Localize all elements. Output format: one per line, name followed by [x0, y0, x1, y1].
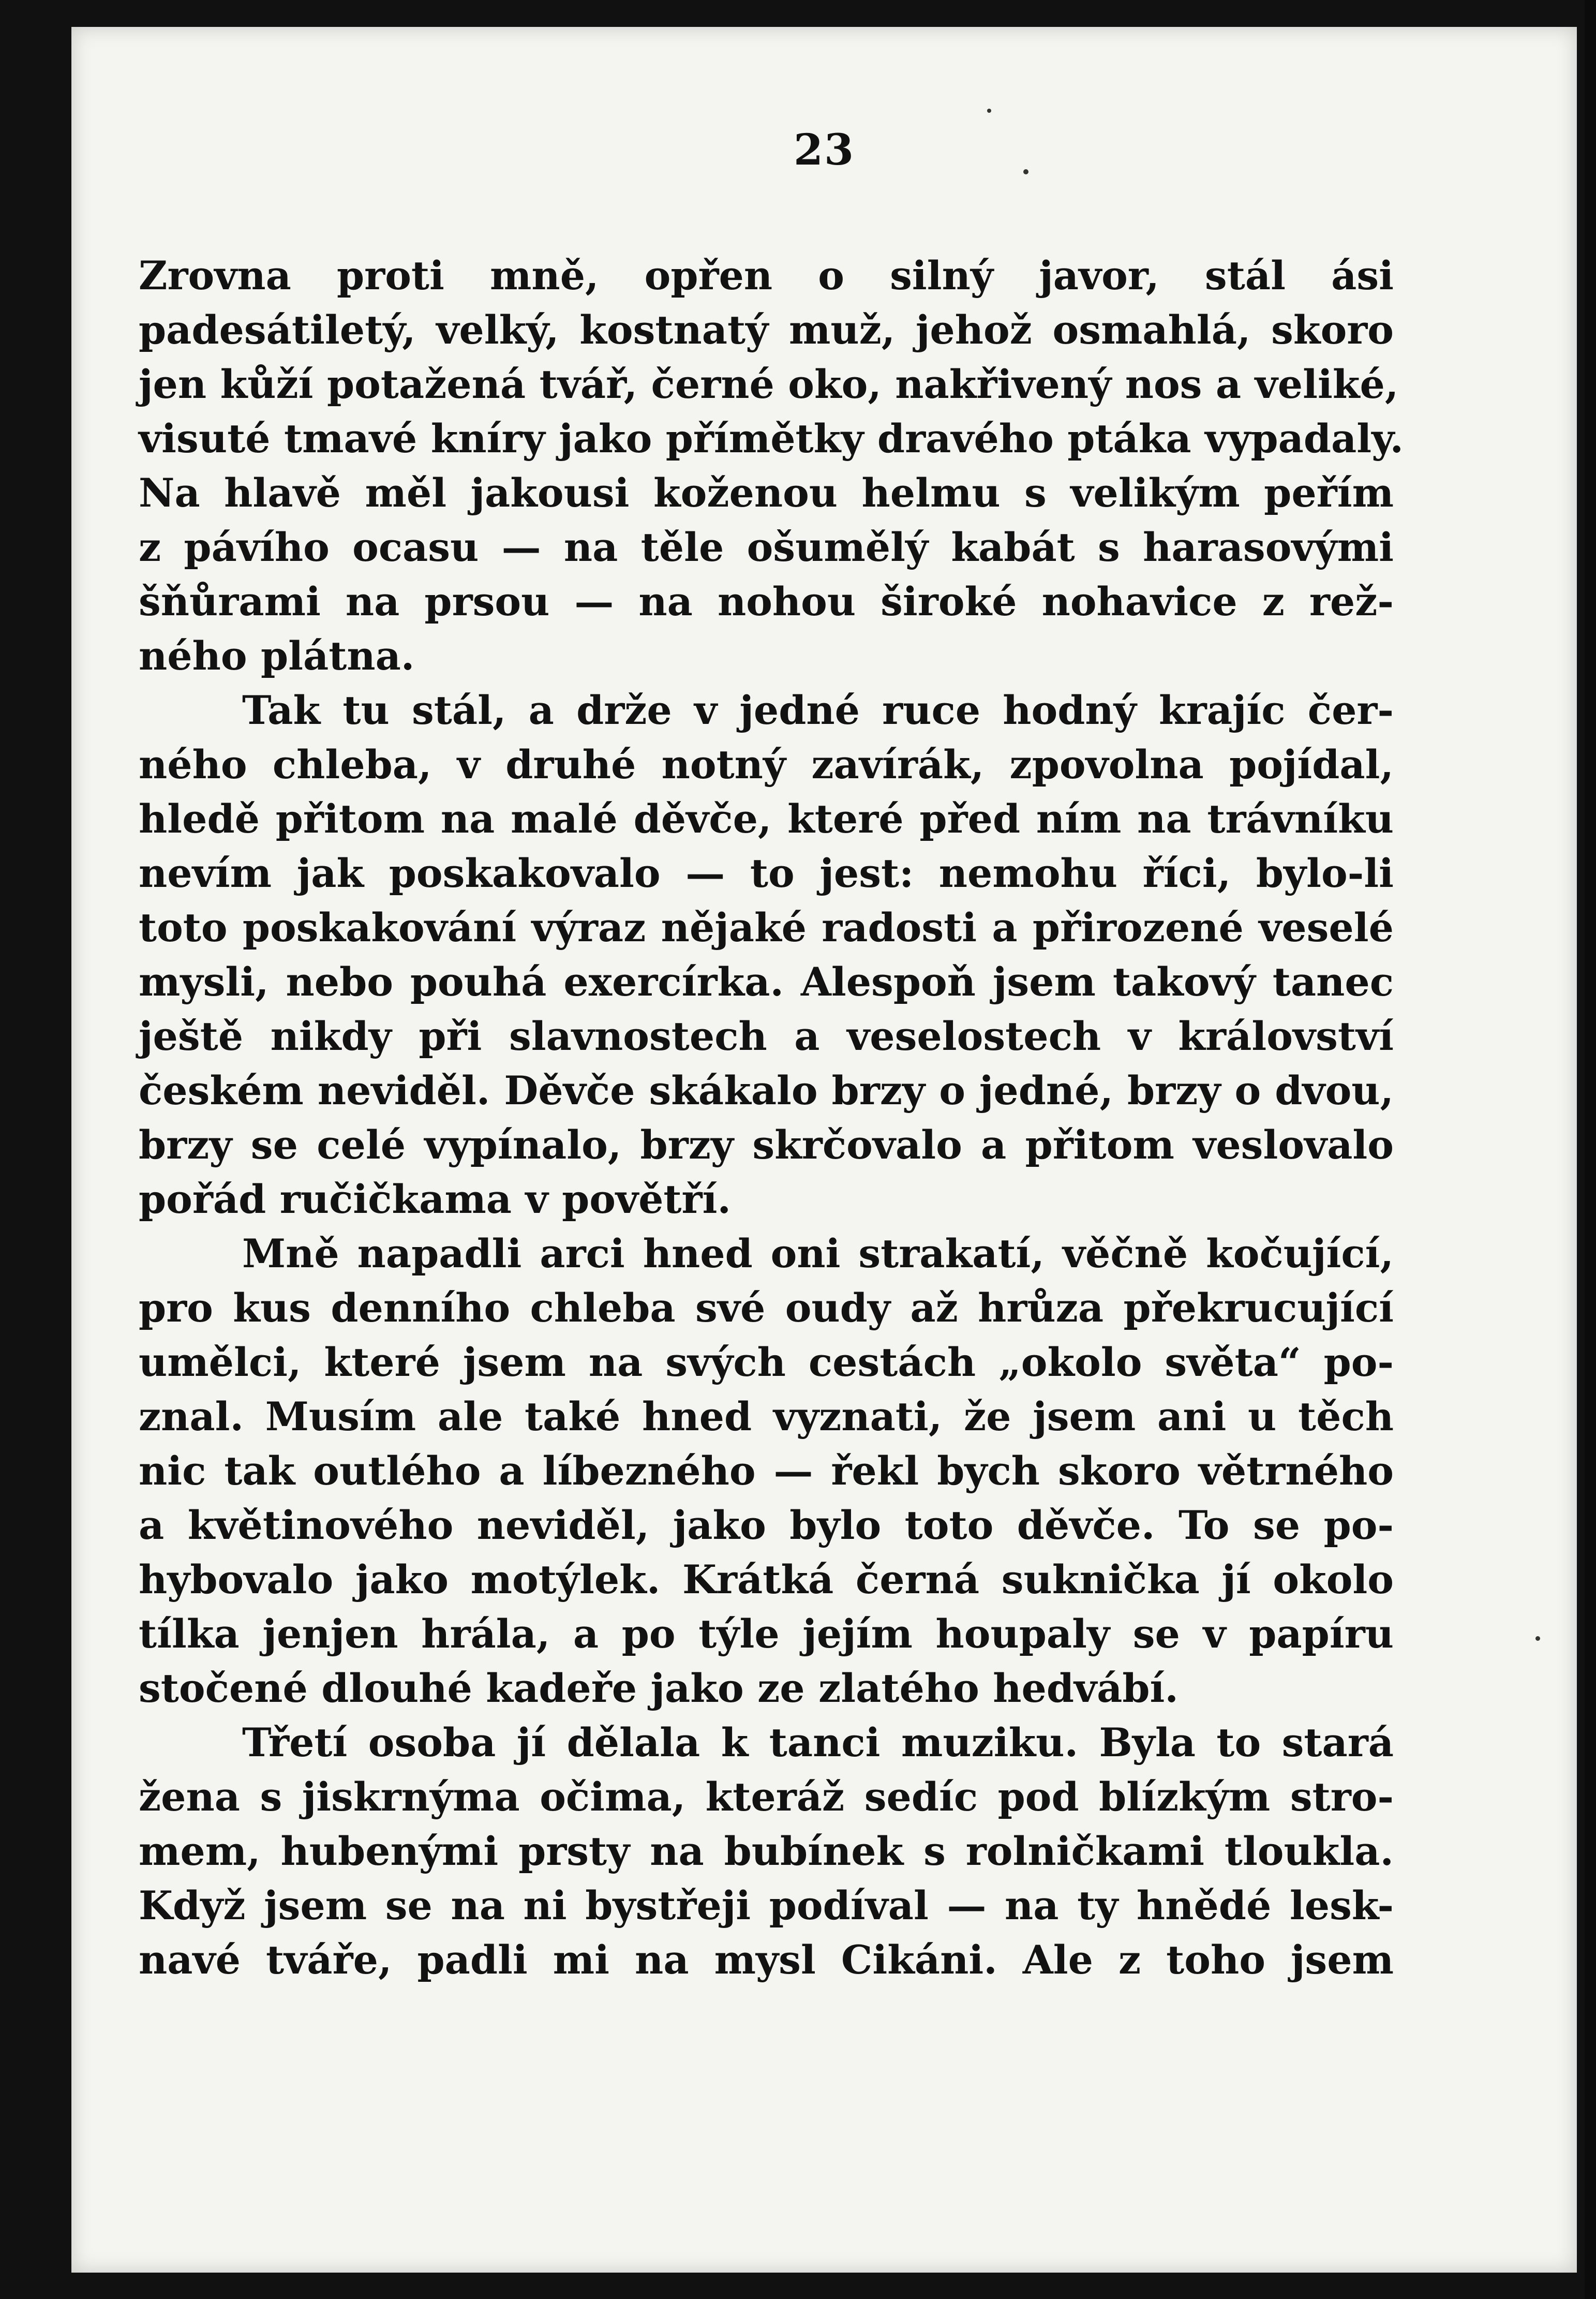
text-line: znal. Musím ale také hned vyznati, že jsem ani u těch	[139, 1393, 1394, 1440]
text-line: Zrovna proti mně, opřen o silný javor, stál ási	[139, 253, 1394, 299]
text-line: z pávího ocasu — na těle ošumělý kabát s harasovými	[139, 524, 1394, 570]
text-line: brzy se celé vypínalo, brzy skrčovalo a přitom veslovalo	[139, 1122, 1394, 1168]
text-line: nevím jak poskakovalo — to jest: nemohu říci, bylo-li	[139, 850, 1394, 896]
paper-speck	[1023, 169, 1028, 174]
text-line: Mně napadli arci hned oni strakatí, věčně kočující,	[242, 1230, 1394, 1277]
text-line: stočené dlouhé kadeře jako ze zlatého hedvábí.	[139, 1665, 1179, 1711]
text-line: ného plátna.	[139, 633, 415, 679]
text-line: visuté tmavé kníry jako přímětky dravého ptáka vypadaly.	[139, 416, 1404, 462]
text-line: toto poskakování výraz nějaké radosti a přirozené veselé	[139, 904, 1394, 951]
text-line: tílka jenjen hrála, a po týle jejím houpaly se v papíru	[139, 1611, 1394, 1657]
text-line: pro kus denního chleba své oudy až hrůza překrucující	[139, 1285, 1394, 1331]
text-line: Tak tu stál, a drže v jedné ruce hodný krajíc čer-	[242, 687, 1394, 733]
paper-speck	[987, 109, 991, 113]
scan-right-edge	[1585, 0, 1596, 2299]
text-line: nic tak outlého a líbezného — řekl bych skoro větrného	[139, 1448, 1394, 1494]
text-line: šňůrami na prsou — na nohou široké nohavice z rež-	[139, 579, 1394, 625]
text-line: navé tváře, padli mi na mysl Cikáni. Ale z toho jsem	[139, 1937, 1394, 1983]
text-line: Na hlavě měl jakousi koženou helmu s velikým peřím	[139, 470, 1394, 516]
text-line: ného chleba, v druhé notný zavírák, zpovolna pojídal,	[139, 741, 1394, 788]
paper-speck	[1535, 1636, 1540, 1641]
text-line: mysli, nebo pouhá exercírka. Alespoň jsem takový tanec	[139, 959, 1394, 1005]
text-line: mem, hubenými prsty na bubínek s rolničkami tloukla.	[139, 1828, 1394, 1874]
text-line: Třetí osoba jí dělala k tanci muziku. Byla to stará	[242, 1719, 1394, 1766]
text-line: hledě přitom na malé děvče, které před ním na trávníku	[139, 796, 1394, 842]
text-line: Když jsem se na ni bystřeji podíval — na ty hnědé lesk-	[139, 1882, 1394, 1929]
text-line: ještě nikdy při slavnostech a veselostech v království	[139, 1013, 1394, 1059]
text-line: hybovalo jako motýlek. Krátká černá suknička jí okolo	[139, 1556, 1394, 1603]
text-line: jen kůží potažená tvář, černé oko, nakřivený nos a veliké,	[139, 361, 1399, 407]
text-line: českém neviděl. Děvče skákalo brzy o jedné, brzy o dvou,	[139, 1067, 1394, 1114]
book-page	[71, 27, 1577, 2273]
text-line: a květinového neviděl, jako bylo toto děvče. To se po-	[139, 1502, 1394, 1548]
text-line: pořád ručičkama v povětří.	[139, 1176, 731, 1222]
text-line: žena s jiskrnýma očima, kteráž sedíc pod blízkým stro-	[139, 1774, 1394, 1820]
body-text	[139, 248, 1404, 1987]
text-line: umělci, které jsem na svých cestách „okolo světa“ po-	[139, 1339, 1394, 1385]
text-line: padesátiletý, velký, kostnatý muž, jehož osmahlá, skoro	[139, 307, 1394, 353]
page-number: 23	[793, 125, 855, 175]
